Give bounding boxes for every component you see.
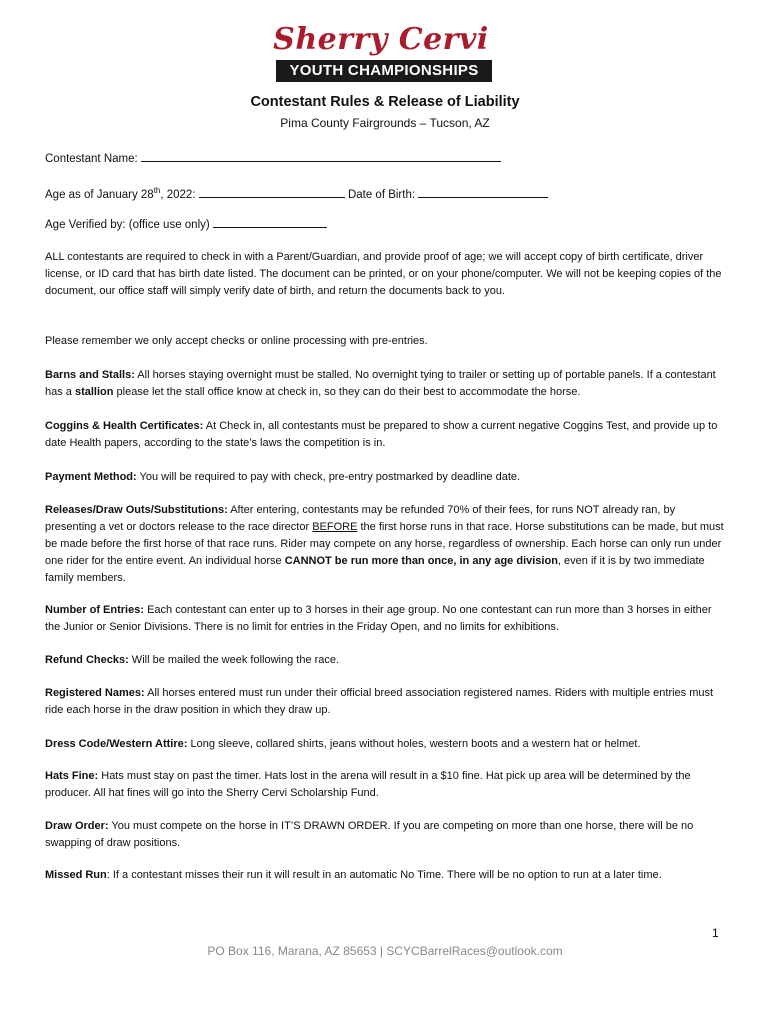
dob-blank [418,186,548,198]
hats-paragraph: Hats Fine: Hats must stay on past the timer. Hats lost in the arena will result in a $10 fine. Hat pick up area will be determined by the producer. All hat fines will go into the Sherry Cervi Scholarship Fund. [45,770,691,799]
age-label: Age as of January 28th, 2022: [45,186,196,201]
registered-paragraph: Registered Names: All horses entered must run under their official breed association registered names. Riders with multiple entries must ride each horse in the draw position in which they draw up. [45,687,714,716]
dress-paragraph: Dress Code/Western Attire: Long sleeve, collared shirts, jeans without holes, western boots and a western hat or helmet. [45,738,641,750]
refund-paragraph: Refund Checks: Will be mailed the week following the race. [45,654,340,666]
sherry-cervi-logo [270,20,492,84]
logo-banner: YOUTH CHAMPIONSHIPS [276,60,492,82]
checkin-paragraph: ALL contestants are required to check in with a Parent/Guardian, and provide proof of age; we will accept copy of birth certificate, driver license, or ID card that has birth date listed. The document can be printed, or on your phone/computer. We will not be keeping copies of the document, our office staff will simply verify date of birth, and return the documents back to you. [45,251,722,297]
logo-script-text: Sherry Cervi [273,22,489,57]
age-verified-label: Age Verified by: (office use only) [45,219,210,231]
releases-paragraph: Releases/Draw Outs/Substitutions: After entering, contestants may be refunded 70% of their fees, for runs NOT already ran, by presenting a vet or doctors release to the race director BEFORE the first horse runs in that race. Horse substitutions can be made, but must be made before the first horse of that race runs. Rider may compete on any horse, regardless of ownership. Each horse can only run under one rider for the entire event. An individual horse CANNOT be run more than once, in any age division, even if it is by two immediate family members. [45,504,724,584]
contestant-name-label: Contestant Name: [45,153,138,165]
entries-paragraph: Number of Entries: Each contestant can enter up to 3 horses in their age group. No one contestant can run more than 3 horses in either the Junior or Senior Divisions. There is no limit for entries in the Friday Open, and no limits for exhibitions. [45,604,712,633]
page-subtitle: Pima County Fairgrounds – Tucson, AZ [280,116,490,130]
missed-paragraph: Missed Run: If a contestant misses their run it will result in an automatic No Time. There will be no option to run at a later time. [45,869,662,881]
contestant-name-blank [141,150,501,162]
age-dob-field [45,183,548,203]
page-title: Contestant Rules & Release of Liability [250,94,520,110]
coggins-paragraph: Coggins & Health Certificates: At Check in, all contestants must be prepared to show a current negative Coggins Test, and provide up to date Health papers, according to the state’s laws the competition is in. [45,420,718,449]
age-verified-field [45,216,327,233]
dob-label: Date of Birth: [347,188,416,201]
age-blank [199,186,345,198]
contestant-name-field [45,150,501,167]
draw-paragraph: Draw Order: You must compete on the horse in IT’S DRAWN ORDER. If you are competing on more than one horse, there will be no swapping of draw positions. [45,820,694,849]
page-number: 1 [712,926,719,940]
barns-paragraph: Barns and Stalls: All horses staying overnight must be stalled. No overnight tying to trailer or setting up of portable panels. If a contestant has a stallion please let the stall office know at check in, so they can do their best to accommodate the horse. [45,369,716,398]
payment-paragraph: Payment Method: You will be required to pay with check, pre-entry postmarked by deadline date. [45,471,521,483]
age-verified-blank [213,216,327,228]
page-footer: PO Box 116, Marana, AZ 85653 | SCYCBarrelRaces@outlook.com [207,944,563,958]
payment-note-paragraph: Please remember we only accept checks or online processing with pre-entries. [45,335,428,347]
